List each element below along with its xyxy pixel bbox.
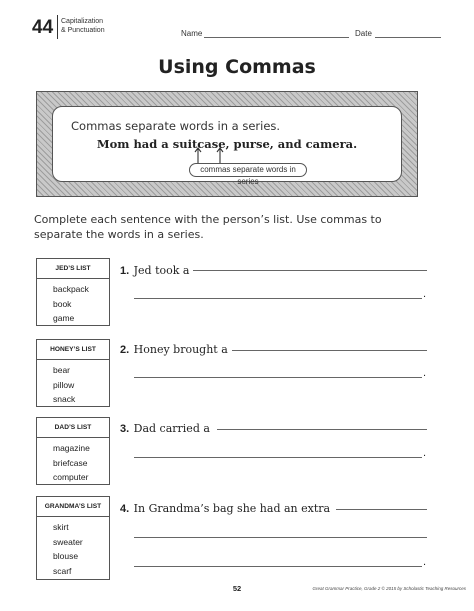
list-item: computer bbox=[53, 472, 89, 482]
list-item: snack bbox=[53, 394, 76, 404]
name-field[interactable] bbox=[204, 37, 349, 38]
sentence-end-period: . bbox=[423, 556, 427, 568]
sentence-text: Jed took a bbox=[133, 264, 190, 277]
sentence-4 bbox=[120, 499, 330, 517]
comma-arrows-icon bbox=[190, 145, 230, 165]
jed-list bbox=[36, 258, 110, 326]
list-item: scarf bbox=[53, 565, 72, 576]
category-label bbox=[61, 17, 105, 35]
list-item: briefcase bbox=[53, 457, 88, 468]
page-title: Using Commas bbox=[158, 56, 316, 78]
sentence-number: 1. bbox=[120, 265, 130, 277]
page-number: 44 bbox=[32, 17, 54, 38]
honey-list bbox=[36, 339, 110, 407]
sentence-number: 4. bbox=[120, 503, 130, 515]
dad-list bbox=[36, 417, 110, 485]
answer-line[interactable] bbox=[134, 298, 422, 299]
answer-line[interactable] bbox=[134, 377, 422, 378]
category-line-1: Capitalization bbox=[61, 18, 104, 25]
list-title: DAD’S LIST bbox=[37, 418, 109, 438]
answer-line[interactable] bbox=[134, 537, 427, 538]
date-field[interactable] bbox=[375, 37, 441, 38]
list-item: backpack bbox=[53, 284, 89, 294]
sentence-end-period: . bbox=[423, 367, 427, 379]
date-label: Date bbox=[355, 29, 372, 38]
answer-line[interactable] bbox=[232, 350, 427, 351]
sentence-number: 3. bbox=[120, 423, 130, 435]
list-item: book bbox=[53, 298, 72, 309]
sentence-end-period: . bbox=[423, 288, 427, 300]
sentence-text: In Grandma’s bag she had an extra bbox=[133, 502, 331, 515]
sentence-2 bbox=[120, 340, 228, 358]
sentence-1 bbox=[120, 261, 189, 279]
copyright-credit: Great Grammar Practice, Grade 2 © 2015 by Scholastic Teaching Resources bbox=[312, 586, 466, 591]
answer-line[interactable] bbox=[193, 270, 427, 271]
list-item: game bbox=[53, 313, 75, 323]
grandma-list bbox=[36, 496, 110, 580]
footer-page-number: 52 bbox=[232, 584, 242, 593]
sentence-end-period: . bbox=[423, 447, 427, 459]
header-divider bbox=[57, 15, 58, 39]
comma-callout: commas separate words in series bbox=[189, 163, 307, 177]
name-label: Name bbox=[181, 29, 203, 38]
list-title: JED’S LIST bbox=[37, 259, 109, 279]
list-item: bear bbox=[53, 365, 71, 375]
example-sentence: Mom had a suitcase, purse, and camera. bbox=[96, 137, 358, 151]
sentence-3 bbox=[120, 419, 210, 437]
rule-statement: Commas separate words in a series. bbox=[71, 119, 281, 133]
list-item: pillow bbox=[53, 379, 75, 390]
sentence-text: Honey brought a bbox=[133, 343, 228, 356]
sentence-number: 2. bbox=[120, 344, 130, 356]
list-item: sweater bbox=[53, 536, 83, 547]
instructions: Complete each sentence with the person’s list. Use commas to separate the words in a series. bbox=[34, 213, 382, 241]
list-item: blouse bbox=[53, 551, 79, 561]
answer-line[interactable] bbox=[134, 457, 422, 458]
list-title: GRANDMA’S LIST bbox=[37, 497, 109, 517]
answer-line[interactable] bbox=[134, 566, 422, 567]
list-item: magazine bbox=[53, 443, 90, 453]
list-title: HONEY’S LIST bbox=[37, 340, 109, 360]
sentence-text: Dad carried a bbox=[133, 422, 210, 435]
answer-line[interactable] bbox=[217, 429, 427, 430]
list-item: skirt bbox=[53, 522, 69, 532]
category-line-2: & Punctuation bbox=[61, 27, 105, 34]
answer-line[interactable] bbox=[336, 509, 427, 510]
